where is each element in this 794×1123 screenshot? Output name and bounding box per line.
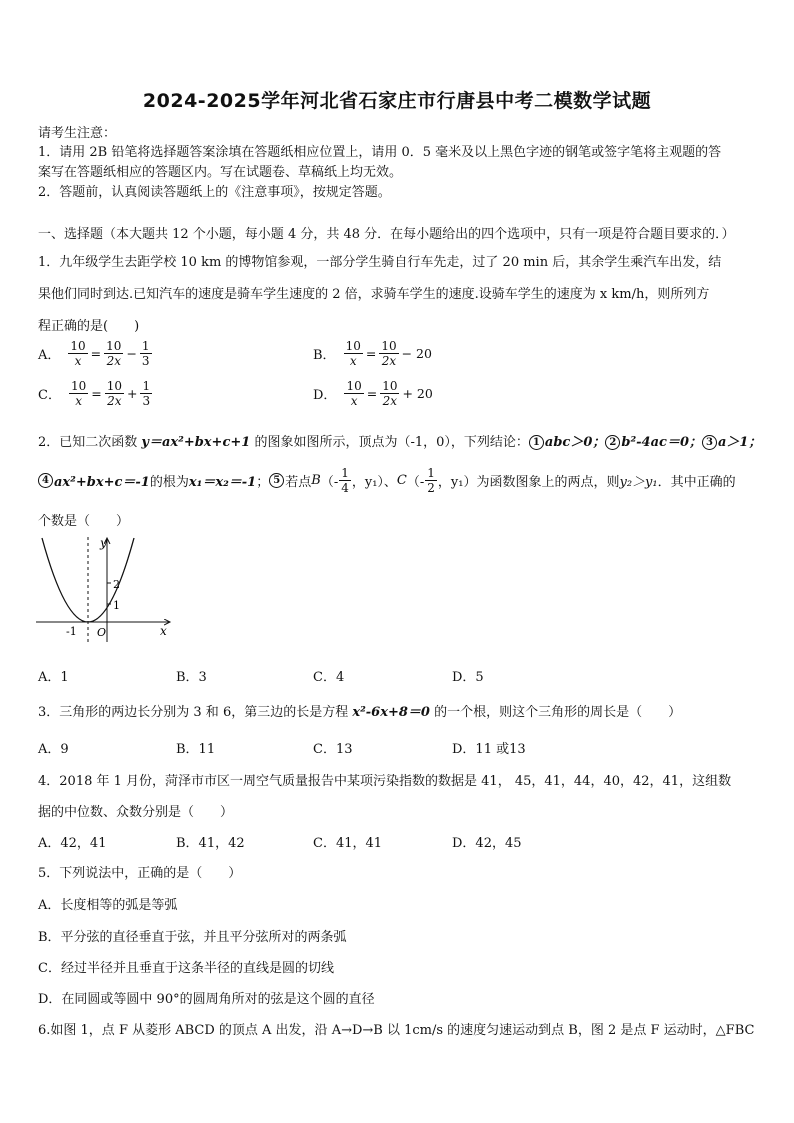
q5-option-d[interactable]: D．在同圆或等圆中 90°的圆周角所对的弦是这个圆的直径 [38, 992, 375, 1007]
q2-option-c[interactable]: C．4 [313, 670, 345, 685]
x-axis-label: x [160, 624, 167, 638]
q2-line-1: 2．已知二次函数 y＝ax²+bx+c+1 的图象如图所示，顶点为（-1，0），下列结论： 1 abc＞0； 2 b²-4ac＝0； 3 a＞1； [38, 435, 762, 450]
q2-option-a[interactable]: A．1 [38, 670, 69, 685]
q2-option-b[interactable]: B．3 [176, 670, 207, 685]
option-label: A． [38, 348, 61, 363]
notice-line-1: 1．请用 2B 铅笔将选择题答案涂填在答题纸相应位置上，请用 0．5 毫米及以上黑色字迹的钢笔或签字笔将主观题的答 [38, 145, 722, 160]
operator: − [126, 346, 137, 361]
fraction: $\frac{10}{2x}$ [382, 379, 398, 408]
circled-number: 2 [605, 435, 620, 450]
q1-option-d[interactable] [313, 379, 435, 408]
q5-option-c[interactable]: C．经过半径并且垂直于这条半径的直线是圆的切线 [38, 961, 334, 976]
q4-option-c[interactable]: C．41，41 [313, 836, 383, 851]
fraction: $\frac{10}{x}$ [345, 339, 361, 368]
q4-line-1: 4．2018 年 1 月份，菏泽市市区一周空气质量报告中某项污染指数的数据是 41， 45，41，44，40，42，41，这组数 [38, 774, 732, 789]
q2-line-2: 4 ax²+bx+c＝-1 的根为 x₁＝x₂＝-1 ； 5 若点 B （- $\frac{1}{4}$ ，y₁）、 C （- $\frac{1}{2}$ ，y₁）为函数图象上的两点，则 y₂＞y₁ ．其中正确的 [38, 466, 736, 495]
q1-line-1: 1．九年级学生去距学校 10 km 的博物馆参观，一部分学生骑自行车先走，过了 20 min 后，其余学生乘汽车出发，结 [38, 255, 722, 270]
fraction: $\frac{10}{2x}$ [381, 339, 397, 368]
circled-number: 1 [529, 435, 544, 450]
circled-number: 4 [38, 473, 53, 488]
notice-line-2: 案写在答题纸相应的答题区内。写在试题卷、草稿纸上均无效。 [38, 165, 403, 180]
origin-label: O [97, 626, 107, 639]
q4-option-a[interactable]: A．42，41 [38, 836, 107, 851]
operator-tail: − 20 [401, 346, 432, 361]
operator: = [90, 346, 102, 361]
option-label: C． [38, 388, 61, 403]
q3-stem: 3．三角形的两边长分别为 3 和 6，第三边的长是方程 x²-6x+8＝0 的一个根，则这个三角形的周长是（ ） [38, 705, 682, 720]
circled-number: 5 [269, 473, 284, 488]
fraction: $\frac{1}{2}$ [427, 466, 435, 495]
q6-line-1: 6.如图 1，点 F 从菱形 ABCD 的顶点 A 出发，沿 A→D→B 以 1cm/s 的速度匀速运动到点 B，图 2 是点 F 运动时，△FBC [38, 1023, 755, 1038]
q5-option-b[interactable]: B．平分弦的直径垂直于弦，并且平分弦所对的两条弧 [38, 930, 347, 945]
q2-option-d[interactable]: D．5 [452, 670, 484, 685]
option-label: D． [313, 388, 337, 403]
notice-line-3: 2．答题前，认真阅读答题纸上的《注意事项》，按规定答题。 [38, 185, 391, 200]
fraction: $\frac{10}{x}$ [346, 379, 362, 408]
circled-number: 3 [702, 435, 717, 450]
q3-option-b[interactable]: B．11 [176, 742, 216, 757]
q3-option-c[interactable]: C．13 [313, 742, 353, 757]
fraction: $\frac{10}{x}$ [70, 379, 87, 408]
fraction: $\frac{1}{3}$ [142, 379, 151, 408]
q1-line-3: 程正确的是( ) [38, 319, 140, 334]
tick-label-2: 2 [113, 578, 120, 591]
q1-option-b[interactable] [313, 339, 434, 368]
page-title: 2024-2025学年河北省石家庄市行唐县中考二模数学试题 [142, 90, 652, 112]
tick-label-neg1: -1 [66, 625, 77, 638]
fraction: $\frac{10}{x}$ [70, 339, 86, 368]
q5-option-a[interactable]: A．长度相等的弧是等弧 [38, 898, 178, 913]
q2-line-3: 个数是（ ） [38, 514, 130, 529]
operator-tail: + 20 [402, 386, 433, 401]
q1-line-2: 果他们同时到达.已知汽车的速度是骑车学生速度的 2 倍，求骑车学生的速度.设骑车学生的速度为 x km/h，则所列方 [38, 287, 710, 302]
operator: = [91, 386, 102, 401]
notice-heading: 请考生注意： [38, 126, 117, 141]
q1-option-a[interactable] [38, 339, 153, 368]
fraction: $\frac{1}{3}$ [141, 339, 150, 368]
q3-option-a[interactable]: A．9 [38, 742, 69, 757]
operator: = [365, 346, 377, 361]
q3-option-d[interactable]: D．11 或13 [452, 742, 526, 757]
fraction: $\frac{10}{2x}$ [106, 379, 122, 408]
section-heading: 一、选择题（本大题共 12 个小题，每小题 4 分，共 48 分．在每小题给出的四个选项中，只有一项是符合题目要求的．） [38, 227, 735, 242]
q1-option-c[interactable] [38, 379, 153, 408]
q5-stem: 5．下列说法中，正确的是（ ） [38, 866, 242, 881]
tick-label-1: 1 [113, 599, 120, 612]
operator: = [366, 386, 378, 401]
y-axis-label: y [100, 536, 107, 550]
fraction: $\frac{10}{2x}$ [106, 339, 122, 368]
fraction: $\frac{1}{4}$ [341, 466, 349, 495]
q4-option-d[interactable]: D．42，45 [452, 836, 522, 851]
q4-option-b[interactable]: B．41，42 [176, 836, 245, 851]
parabola-graph [34, 532, 179, 644]
operator: + [127, 386, 138, 401]
option-label: B． [313, 348, 336, 363]
q4-line-2: 据的中位数、众数分别是（ ） [38, 805, 234, 820]
